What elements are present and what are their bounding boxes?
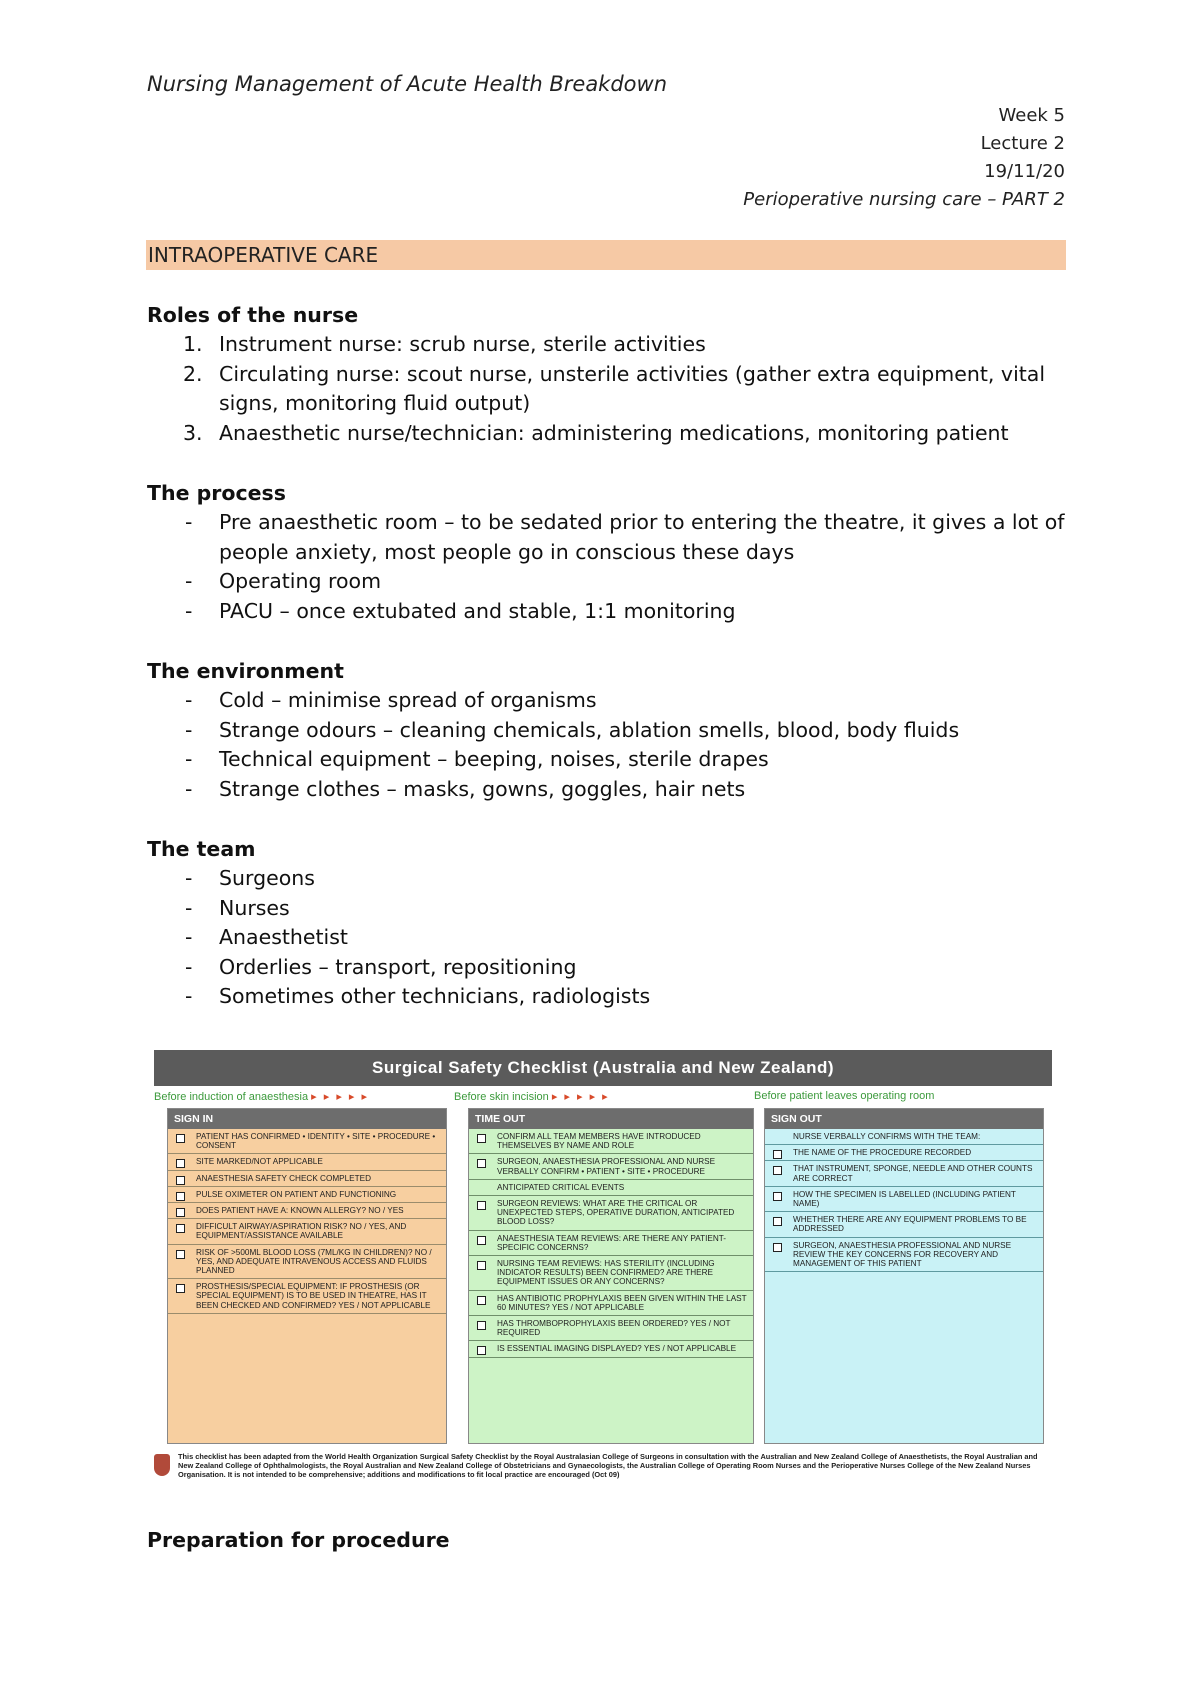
checklist-item: HOW THE SPECIMEN IS LABELLED (INCLUDING PATIENT NAME) bbox=[765, 1187, 1043, 1212]
checkbox-icon bbox=[176, 1224, 185, 1233]
checkbox-icon bbox=[773, 1166, 782, 1175]
checkbox-icon bbox=[176, 1284, 185, 1293]
checkbox-icon bbox=[477, 1201, 486, 1210]
checkbox-icon bbox=[477, 1236, 486, 1245]
list-item: 3. Anaesthetic nurse/technician: administering medications, monitoring patient bbox=[183, 420, 1009, 445]
checkbox-icon bbox=[477, 1159, 486, 1168]
preparation-heading: Preparation for procedure bbox=[147, 1528, 450, 1552]
team-list bbox=[147, 864, 1067, 1012]
document-title: Nursing Management of Acute Health Breakdown bbox=[147, 72, 668, 96]
topic-label: Perioperative nursing care – PART 2 bbox=[743, 189, 1065, 210]
surgical-safety-checklist-figure bbox=[154, 1050, 1052, 1484]
list-item: - Nurses bbox=[185, 895, 290, 920]
checklist-item: THAT INSTRUMENT, SPONGE, NEEDLE AND OTHER COUNTS ARE CORRECT bbox=[765, 1161, 1043, 1186]
checkbox-icon bbox=[176, 1192, 185, 1201]
checklist-item: SURGEON, ANAESTHESIA PROFESSIONAL AND NURSE REVIEW THE KEY CONCERNS FOR RECOVERY AND MANAGEMENT OF THIS PATIENT bbox=[765, 1238, 1043, 1273]
checkbox-icon bbox=[176, 1208, 185, 1217]
lecture-label: Lecture 2 bbox=[980, 133, 1065, 154]
checklist-item: ANTICIPATED CRITICAL EVENTS bbox=[469, 1180, 753, 1196]
list-item: - Surgeons bbox=[185, 866, 315, 890]
column-heading: TIME OUT bbox=[469, 1109, 753, 1129]
list-item: - Strange odours – cleaning chemicals, ablation smells, blood, body fluids bbox=[185, 717, 960, 742]
list-item: - Orderlies – transport, repositioning bbox=[185, 954, 577, 979]
week-label: Week 5 bbox=[998, 105, 1065, 126]
checkbox-icon bbox=[477, 1321, 486, 1330]
environment-list bbox=[147, 686, 1067, 804]
list-item: 2. Circulating nurse: scout nurse, unsterile activities (gather extra equipment, vital signs, monitoring fluid output) bbox=[183, 361, 1046, 415]
arrow-icon: ▸ ▸ ▸ ▸ ▸ bbox=[311, 1091, 370, 1103]
sign-in-column bbox=[167, 1108, 447, 1444]
checklist-item: SITE MARKED/NOT APPLICABLE bbox=[168, 1154, 446, 1170]
roles-list bbox=[147, 330, 1067, 448]
date-label: 19/11/20 bbox=[984, 161, 1065, 182]
checklist-item: CONFIRM ALL TEAM MEMBERS HAVE INTRODUCED THEMSELVES BY NAME AND ROLE bbox=[469, 1129, 753, 1154]
checkbox-icon bbox=[773, 1192, 782, 1201]
checkbox-icon bbox=[773, 1217, 782, 1226]
checklist-item: HAS THROMBOPROPHYLAXIS BEEN ORDERED? YES / NOT REQUIRED bbox=[469, 1316, 753, 1341]
list-item: - Technical equipment – beeping, noises, sterile drapes bbox=[185, 747, 769, 771]
column-heading: SIGN OUT bbox=[765, 1109, 1043, 1129]
checkbox-icon bbox=[176, 1159, 185, 1168]
checklist-item: HAS ANTIBIOTIC PROPHYLAXIS BEEN GIVEN WITHIN THE LAST 60 MINUTES? YES / NOT APPLICABLE bbox=[469, 1291, 753, 1316]
phase-label: Before patient leaves operating room bbox=[754, 1090, 935, 1102]
checklist-item: DOES PATIENT HAVE A: KNOWN ALLERGY? NO / YES bbox=[168, 1203, 446, 1219]
phase-label: Before skin incision ▸ ▸ ▸ ▸ ▸ bbox=[454, 1091, 610, 1103]
checklist-item: NURSE VERBALLY CONFIRMS WITH THE TEAM: bbox=[765, 1129, 1043, 1145]
sign-out-column bbox=[764, 1108, 1044, 1444]
list-item: 1. Instrument nurse: scrub nurse, sterile activities bbox=[183, 332, 706, 356]
checklist-item: RISK OF >500ML BLOOD LOSS (7ML/KG IN CHILDREN)? NO / YES, AND ADEQUATE INTRAVENOUS ACCESS AND FLUIDS PLANNED bbox=[168, 1245, 446, 1280]
college-crest-icon bbox=[154, 1454, 170, 1476]
checkbox-icon bbox=[477, 1296, 486, 1305]
lecture-meta bbox=[743, 102, 1065, 214]
checklist-item: ANAESTHESIA SAFETY CHECK COMPLETED bbox=[168, 1171, 446, 1187]
checklist-item: PROSTHESIS/SPECIAL EQUIPMENT: IF PROSTHESIS (OR SPECIAL EQUIPMENT) IS TO BE USED IN THEATRE, HAS IT BEEN CHECKED AND CONFIRMED? YES / NOT APPLICABLE bbox=[168, 1279, 446, 1314]
section-heading: INTRAOPERATIVE CARE bbox=[146, 240, 1066, 270]
time-out-column bbox=[468, 1108, 754, 1444]
phase-label: Before induction of anaesthesia ▸ ▸ ▸ ▸ ▸ bbox=[154, 1091, 370, 1103]
checkbox-icon bbox=[176, 1134, 185, 1143]
checklist-item: NURSING TEAM REVIEWS: HAS STERILITY (INCLUDING INDICATOR RESULTS) BEEN CONFIRMED? ARE THERE EQUIPMENT ISSUES OR ANY CONCERNS? bbox=[469, 1256, 753, 1291]
checklist-item: WHETHER THERE ARE ANY EQUIPMENT PROBLEMS TO BE ADDRESSED bbox=[765, 1212, 1043, 1237]
list-item: - PACU – once extubated and stable, 1:1 monitoring bbox=[185, 598, 736, 623]
process-heading: The process bbox=[147, 481, 286, 505]
process-list bbox=[147, 508, 1067, 626]
checkbox-icon bbox=[176, 1176, 185, 1185]
checklist-item: THE NAME OF THE PROCEDURE RECORDED bbox=[765, 1145, 1043, 1161]
checklist-item: SURGEON, ANAESTHESIA PROFESSIONAL AND NURSE VERBALLY CONFIRM • PATIENT • SITE • PROCEDURE bbox=[469, 1154, 753, 1179]
checkbox-icon bbox=[773, 1243, 782, 1252]
checklist-item: PATIENT HAS CONFIRMED • IDENTITY • SITE • PROCEDURE • CONSENT bbox=[168, 1129, 446, 1154]
column-heading: SIGN IN bbox=[168, 1109, 446, 1129]
checklist-title: Surgical Safety Checklist (Australia and New Zealand) bbox=[154, 1050, 1052, 1086]
roles-heading: Roles of the nurse bbox=[147, 303, 359, 327]
environment-heading: The environment bbox=[147, 659, 344, 683]
list-item: - Cold – minimise spread of organisms bbox=[185, 688, 597, 712]
checklist-item: IS ESSENTIAL IMAGING DISPLAYED? YES / NOT APPLICABLE bbox=[469, 1341, 753, 1357]
checklist-item: SURGEON REVIEWS: WHAT ARE THE CRITICAL OR UNEXPECTED STEPS, OPERATIVE DURATION, ANTICIPATED BLOOD LOSS? bbox=[469, 1196, 753, 1231]
checklist-item: PULSE OXIMETER ON PATIENT AND FUNCTIONING bbox=[168, 1187, 446, 1203]
checkbox-icon bbox=[773, 1150, 782, 1159]
list-item: - Sometimes other technicians, radiologists bbox=[185, 984, 651, 1008]
notes-body bbox=[147, 300, 1067, 1012]
arrow-icon: ▸ ▸ ▸ ▸ ▸ bbox=[551, 1091, 610, 1103]
team-heading: The team bbox=[147, 837, 256, 861]
list-item: - Anaesthetist bbox=[185, 925, 348, 949]
checkbox-icon bbox=[176, 1250, 185, 1259]
checkbox-icon bbox=[477, 1346, 486, 1355]
checkbox-icon bbox=[477, 1134, 486, 1143]
list-item: - Pre anaesthetic room – to be sedated prior to entering the theatre, it gives a lot of people anxiety, most people go in conscious these days bbox=[185, 510, 1065, 564]
list-item: - Operating room bbox=[185, 569, 382, 593]
checklist-footnote: This checklist has been adapted from the World Health Organization Surgical Safety Checklist by the Royal Australasian College of Surgeons in consultation with the Australian and New Zealand College of Anaesthetists, the Royal Australian and New Zealand College of Ophthalmologists, the Royal Australian and New Zealand College of Obstetricians and Gynaecologists, the Australian College of Operating Room Nurses and the Perioperative Nurses College of the New Zealand Nurses Organisation. It is not intended to be comprehensive; additions and modifications to fit local practice are encouraged (Oct 09) bbox=[154, 1452, 1052, 1484]
checklist-item: DIFFICULT AIRWAY/ASPIRATION RISK? NO / YES, AND EQUIPMENT/ASSISTANCE AVAILABLE bbox=[168, 1219, 446, 1244]
checklist-item: ANAESTHESIA TEAM REVIEWS: ARE THERE ANY PATIENT-SPECIFIC CONCERNS? bbox=[469, 1231, 753, 1256]
checkbox-icon bbox=[477, 1261, 486, 1270]
list-item: - Strange clothes – masks, gowns, goggles, hair nets bbox=[185, 776, 746, 801]
